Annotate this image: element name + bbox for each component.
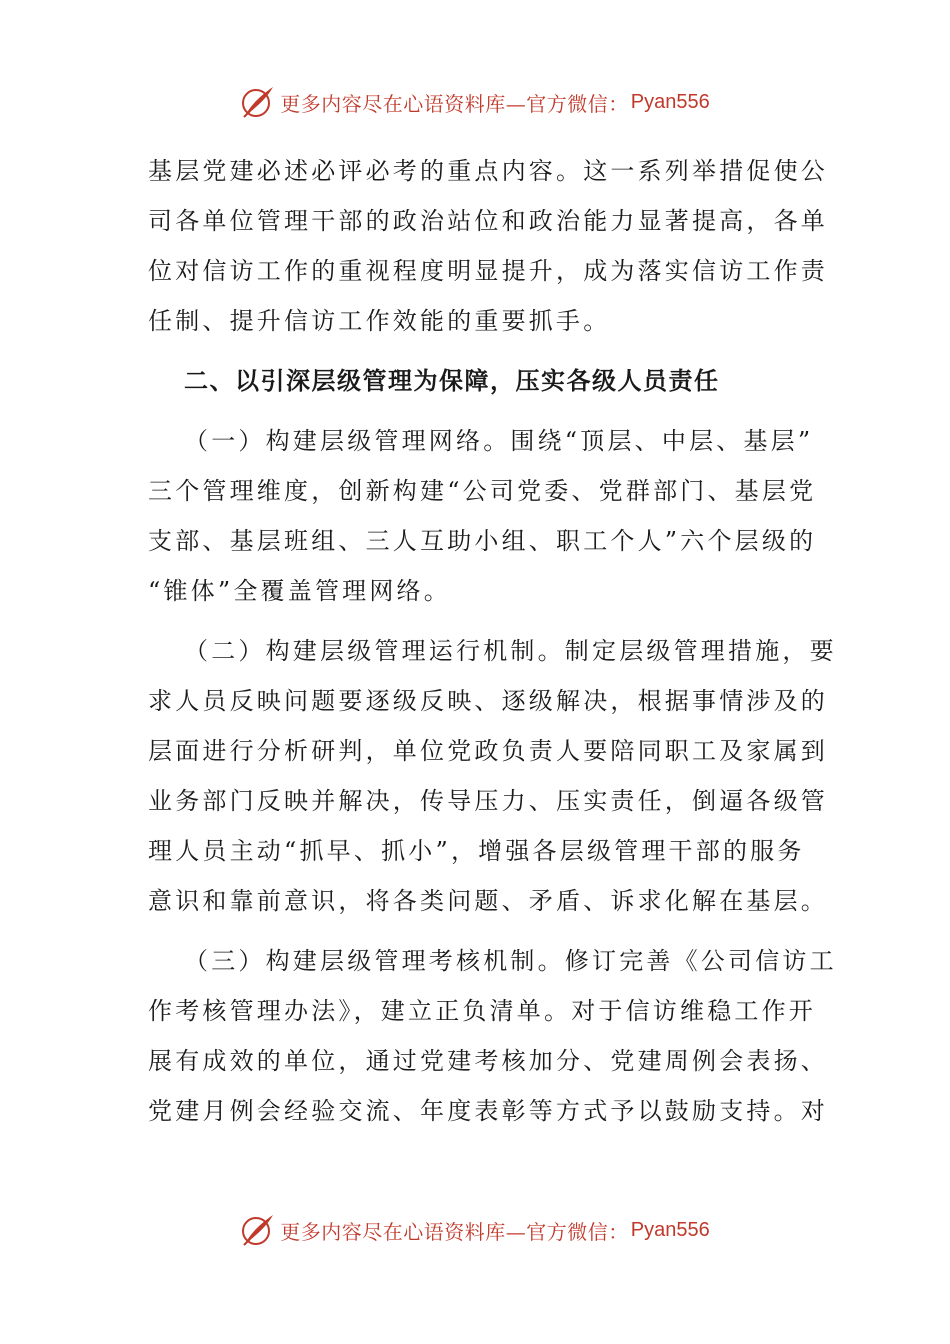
document-body: [148, 146, 837, 1136]
quill-pen-logo-icon: [240, 1212, 276, 1248]
quill-pen-logo-icon: [240, 84, 276, 120]
section-heading: 二、以引深层级管理为保障，压实各级人员责任: [184, 366, 720, 395]
text-line: 位对信访工作的重视程度明显提升，成为落实信访工作责: [148, 257, 828, 285]
paragraph: [148, 936, 837, 1136]
text-line: 作考核管理办法》，建立正负清单。对于信访维稳工作开: [148, 997, 816, 1025]
text-line: 意识和靠前意识，将各类问题、矛盾、诉求化解在基层。: [148, 887, 828, 915]
text-line: （一）构建层级管理网络。围绕“顶层、中层、基层”: [184, 427, 814, 455]
text-line: （三）构建层级管理考核机制。修订完善《公司信访工: [184, 947, 837, 975]
paragraph: [148, 416, 817, 616]
text-line: 司各单位管理干部的政治站位和政治能力显著提高，各单: [148, 207, 828, 235]
text-line: 基层党建必述必评必考的重点内容。这一系列举措促使公: [148, 157, 828, 185]
text-line: 任制、提升信访工作效能的重要抓手。: [148, 307, 611, 335]
footer-banner: [0, 1210, 950, 1250]
text-line: （二）构建层级管理运行机制。制定层级管理措施，要: [184, 637, 837, 665]
text-line: 层面进行分析研判，单位党政负责人要陪同职工及家属到: [148, 737, 828, 765]
banner-wechat-id: Pyan556: [630, 1218, 710, 1241]
banner-wechat-id: Pyan556: [630, 90, 710, 113]
banner-text: 更多内容尽在心语资料库—官方微信：: [280, 1219, 629, 1244]
banner-text: 更多内容尽在心语资料库—官方微信：: [280, 91, 629, 116]
header-banner: [0, 82, 950, 122]
paragraph: [148, 626, 837, 926]
text-line: 理人员主动“抓早、抓小”，增强各层级管理干部的服务: [148, 837, 805, 865]
text-line: 党建月例会经验交流、年度表彰等方式予以鼓励支持。对: [148, 1097, 828, 1125]
paragraph: [148, 146, 828, 346]
text-line: 求人员反映问题要逐级反映、逐级解决，根据事情涉及的: [148, 687, 828, 715]
text-line: “锥体”全覆盖管理网络。: [148, 577, 451, 605]
text-line: 展有成效的单位，通过党建考核加分、党建周例会表扬、: [148, 1047, 828, 1075]
text-line: 三个管理维度，创新构建“公司党委、党群部门、基层党: [148, 477, 817, 505]
text-line: 支部、基层班组、三人互助小组、职工个人”六个层级的: [148, 527, 817, 555]
text-line: 业务部门反映并解决，传导压力、压实责任，倒逼各级管: [148, 787, 828, 815]
